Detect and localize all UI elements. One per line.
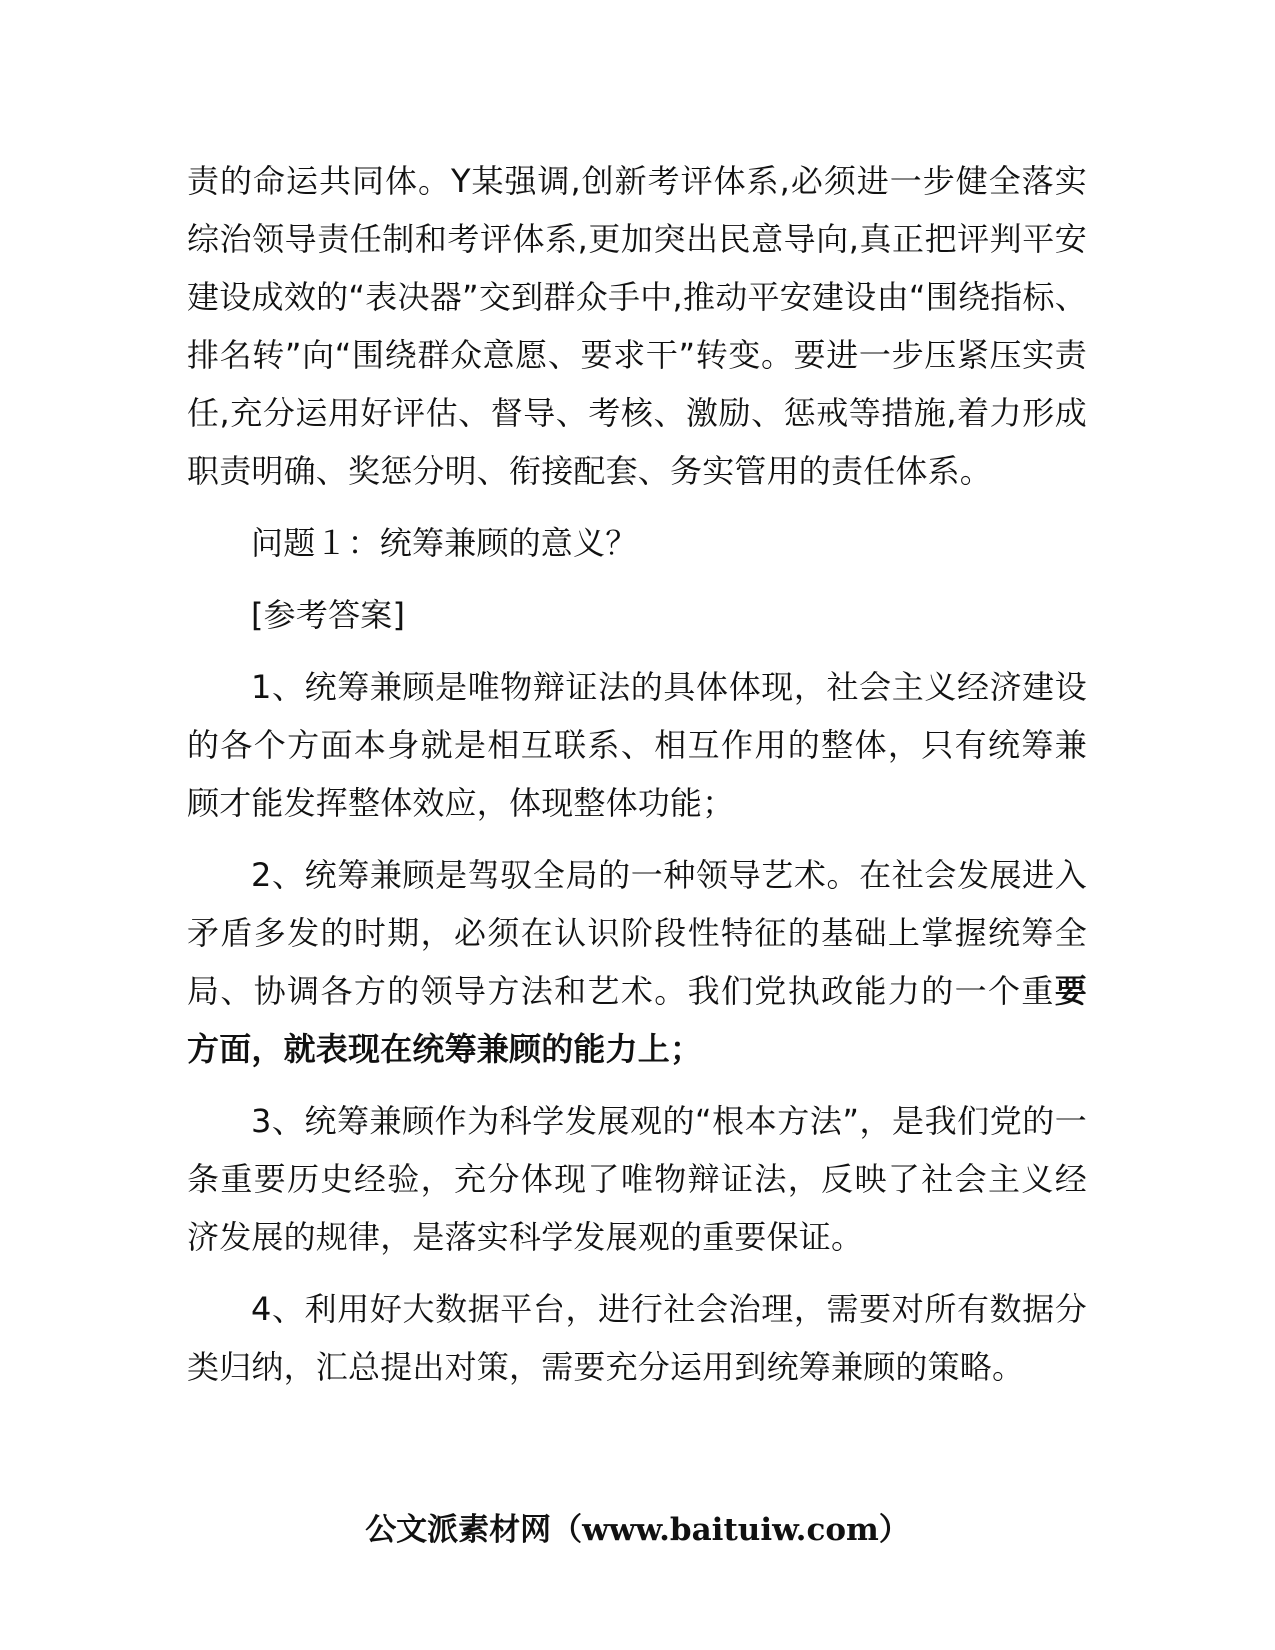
footer-watermark-text: 公文派素材网（www.baituiw.com） — [365, 1512, 910, 1548]
answer-point-1: 1、统筹兼顾是唯物辩证法的具体体现，社会主义经济建设的各个方面本身就是相互联系、相互作用的整体，只有统筹兼顾才能发挥整体效应，体现整体功能； — [187, 668, 1087, 822]
answer-point-2-bold-text: 要方面，就表现在统筹兼顾的能力上； — [187, 972, 1087, 1068]
answer-point-3: 3、统筹兼顾作为科学发展观的“根本方法”，是我们党的一条重要历史经验，充分体现了唯物辩证法，反映了社会主义经济发展的规律，是落实科学发展观的重要保证。 — [187, 1102, 1087, 1256]
answer-point-4: 4、利用好大数据平台，进行社会治理，需要对所有数据分类归纳，汇总提出对策，需要充分运用到统筹兼顾的策略。 — [187, 1290, 1087, 1386]
paragraph-continuation: 责的命运共同体。Y某强调,创新考评体系,必须进一步健全落实综治领导责任制和考评体系,更加突出民意导向,真正把评判平安建设成效的“表决器”交到群众手中,推动平安建设由“围绕指标、排名转”向“围绕群众意愿、要求干”转变。要进一步压紧压实责任,充分运用好评估、督导、考核、激励、惩戒等措施,着力形成职责明确、奖惩分明、衔接配套、务实管用的责任体系。 — [187, 162, 1087, 490]
question-heading: 问题１：统筹兼顾的意义？ — [251, 524, 638, 562]
answer-point-2-text: 2、统筹兼顾是驾驭全局的一种领导艺术。在社会发展进入矛盾多发的时期，必须在认识阶段性特征的基础上掌握统筹全局、协调各方的领导方法和艺术。我们党执政能力的一个重 — [187, 856, 1087, 1010]
answer-point-2 — [187, 846, 1087, 1078]
answer-label: [参考答案] — [251, 596, 406, 634]
document-body — [187, 152, 1087, 1396]
